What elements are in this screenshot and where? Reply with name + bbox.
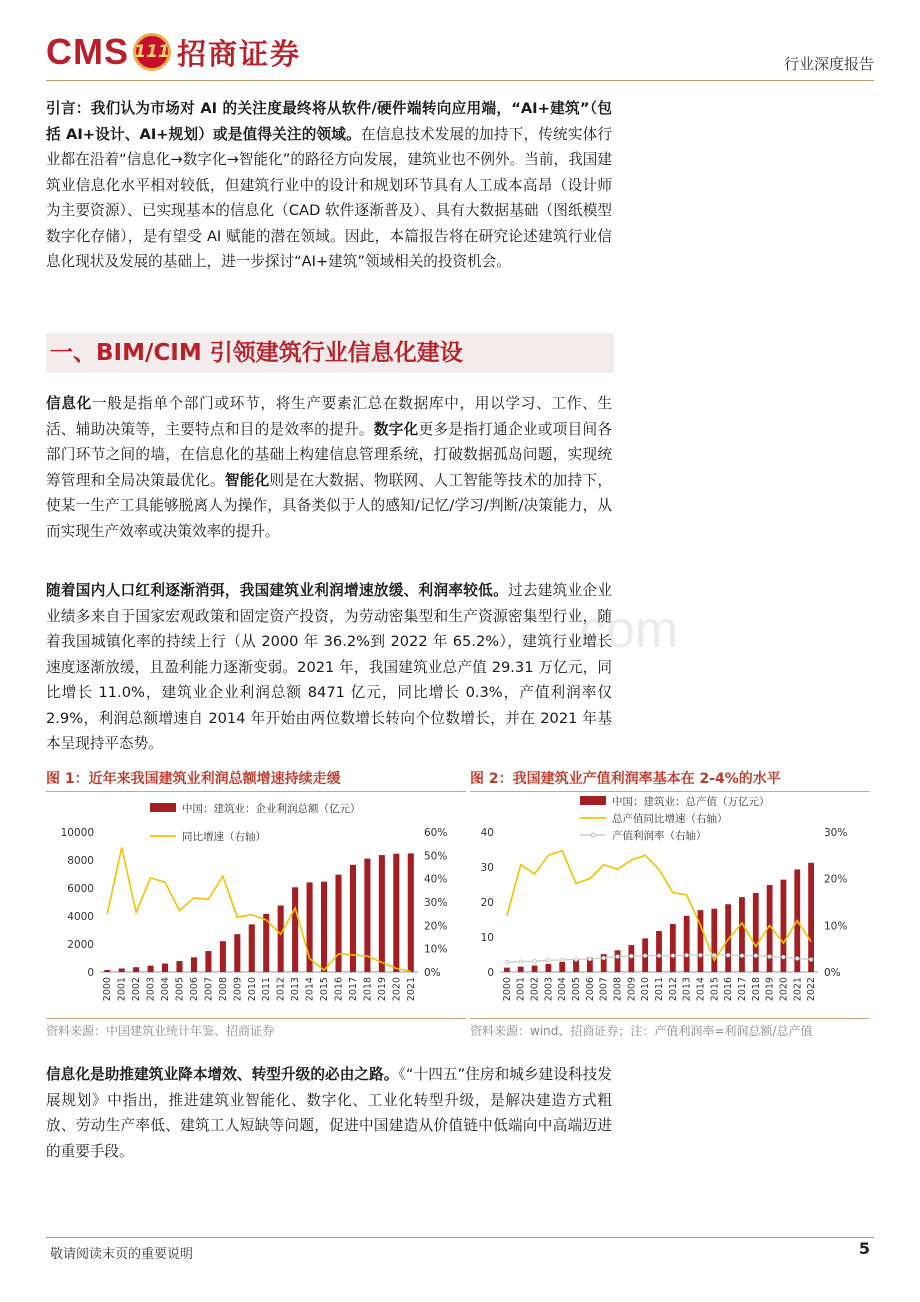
x-tick-label: 2011 [654, 977, 665, 1002]
header-divider [46, 80, 874, 81]
profit-margin-point [602, 956, 606, 960]
bar [321, 882, 327, 972]
figure-1-chart [46, 794, 466, 1016]
profit-margin-point [533, 959, 537, 963]
report-type-label: 行业深度报告 [783, 55, 874, 73]
x-tick-label: 2004 [160, 977, 172, 1002]
y-right-tick-label: 20% [824, 873, 848, 886]
bar [628, 945, 634, 972]
x-tick-label: 2007 [598, 977, 610, 1002]
informatization-necessity-paragraph [46, 1062, 612, 1164]
x-tick-label: 2017 [347, 977, 359, 1002]
y-left-tick-label: 30 [480, 862, 494, 874]
section-title: 一、BIM/CIM 引领建筑行业信息化建设 [50, 340, 463, 366]
x-tick-label: 2012 [667, 977, 679, 1002]
bar [292, 887, 298, 972]
y-left-tick-label: 4000 [67, 911, 94, 923]
x-tick-label: 2005 [571, 977, 583, 1002]
profit-margin-point [795, 957, 799, 961]
x-tick-label: 2022 [806, 977, 818, 1002]
para1-text-2: 更多是指打通企业或项目间各部门环节之间的墙，在信息化的基础上构建信息管理系统，打破数据孤岛问题，实现统筹管理和全局决策最优化。 [46, 420, 612, 489]
x-tick-label: 2017 [736, 977, 748, 1002]
term-digitalization: 数字化 [373, 420, 419, 438]
profit-margin-point [588, 957, 592, 961]
cms-logo [46, 30, 301, 74]
legend-grey-point-swatch [591, 833, 595, 837]
profit-margin-point [657, 954, 661, 958]
bar [739, 897, 745, 972]
x-tick-label: 2015 [709, 977, 721, 1002]
y-right-tick-label: 60% [424, 827, 448, 839]
x-tick-label: 2020 [778, 977, 790, 1002]
x-tick-label: 2019 [376, 977, 388, 1002]
profit-margin-point [713, 953, 717, 957]
para3-text: 《“十四五”住房和城乡建设科技发展规划》中指出，推进建筑业智能化、数字化、工业化转型升级，是解决建造方式粗放、劳动生产率低、建筑工人短缺等问题，促进中国建造从价值链中低端向中高端迈进的重要手段。 [46, 1066, 612, 1160]
profit-growth-paragraph [46, 578, 612, 757]
x-tick-label: 2018 [362, 977, 374, 1002]
figure-1-title: 图 1：近年来我国建筑业利润总额增速持续走缓 [46, 771, 341, 787]
bar [532, 966, 538, 972]
bar [162, 964, 168, 972]
para2-bold: 随着国内人口红利逐渐消弭，我国建筑业利润增速放缓、利润率较低。 [46, 582, 508, 599]
x-tick-label: 2008 [612, 977, 624, 1002]
x-tick-label: 2020 [391, 977, 403, 1002]
intro-text: 在信息技术发展的加持下，传统实体行业都在沿着“信息化→数字化→智能化”的路径方向发展，建筑业也不例外。当前，我国建筑业信息化水平相对较低，但建筑行业中的设计和规划环节具有人工成本高昂（设计师为主要资源）、已实现基本的信息化（CAD 软件逐渐普及）、具有大数据基础（图纸模型数字化存储），是有望受 AI 赋能的潜在领域。因此，本篇报告将在研究论述建筑行业信息化现状及发展的基础上，进一步探讨“AI+建筑”领域相关的投资机会。 [46, 125, 612, 270]
para1-text-3: 则是在大数据、物联网、人工智能等技术的加持下，使某一生产工具能够脱离人为操作，具备类似于人的感知/记忆/学习/判断/决策能力，从而实现生产效率或决策效率的提升。 [46, 471, 612, 540]
y-right-tick-label: 20% [424, 920, 448, 933]
legend-label: 总产值同比增速（右轴） [612, 813, 728, 825]
profit-margin-point [616, 955, 620, 959]
bar [393, 854, 399, 972]
bar [808, 863, 814, 972]
legend-bar-swatch [580, 796, 606, 805]
profit-margin-point [782, 955, 786, 959]
bar [191, 957, 197, 972]
profit-margin-point [768, 955, 772, 959]
profit-margin-point [740, 954, 744, 958]
x-tick-label: 2013 [681, 977, 693, 1002]
x-tick-label: 2021 [405, 977, 417, 1002]
y-left-tick-label: 6000 [67, 883, 94, 895]
para1-text-1: 一般是指单个部门或环节，将生产要素汇总在数据库中，用以学习、工作、生活、辅助决策等，主要特点和目的是效率的提升。 [46, 395, 612, 438]
x-tick-label: 2009 [626, 977, 638, 1002]
logo-text: CMS [46, 31, 129, 72]
legend-label: 中国：建筑业：总产值（万亿元） [612, 796, 770, 808]
x-tick-label: 2015 [319, 977, 331, 1002]
para2-text: 过去建筑业企业业绩多来自于国家宏观政策和固定资产投资，为劳动密集型和生产资源密集型行业，随着我国城镇化率的持续上行（从 2000 年 36.2%到 2022 年 65.2%），建筑行业增长速度逐渐放缓，且盈利能力逐渐变弱。2021 年，我国建筑业总产值 29.31 万亿元，同比增长 11.0%，建筑业企业利润总额 8471 亿元，同比增长 0.3%，产值利润率仅 2.9%，利润总额增速自 2014 年开始由两位数增长转向个位数增长，并在 2021 年基本呈现持平态势。 [46, 582, 612, 752]
x-tick-label: 2014 [304, 977, 316, 1002]
bar [176, 961, 182, 972]
profit-margin-point [643, 954, 647, 958]
y-left-tick-label: 0 [487, 967, 494, 979]
y-left-tick-label: 8000 [67, 855, 94, 867]
logo-chinese-name: 招商证券 [177, 36, 302, 71]
figure-1-top-rule [46, 791, 466, 792]
x-tick-label: 2009 [232, 977, 244, 1002]
bar [249, 924, 255, 972]
x-tick-label: 2016 [333, 977, 345, 1002]
term-intelligentization: 智能化 [224, 471, 270, 489]
profit-margin-point [809, 958, 813, 962]
bar [408, 853, 414, 972]
para3-bold: 信息化是助推建筑业降本增效、转型升级的必由之路。 [46, 1066, 399, 1083]
footer-disclaimer-note: 敬请阅读末页的重要说明 [50, 1247, 194, 1262]
x-tick-label: 2016 [723, 977, 735, 1002]
x-tick-label: 2003 [543, 977, 555, 1002]
x-tick-label: 2008 [217, 977, 229, 1002]
intro-paragraph [46, 96, 612, 275]
term-informatization: 信息化 [46, 395, 92, 412]
figure-2-top-rule [470, 791, 870, 792]
x-tick-label: 2018 [750, 977, 762, 1002]
legend-bar-swatch [150, 803, 176, 812]
watermark: com [580, 601, 679, 659]
figure-2-chart [470, 794, 870, 1016]
bar [545, 964, 551, 972]
profit-margin-point [699, 953, 703, 957]
x-tick-label: 2011 [261, 977, 273, 1002]
logo-badge-icon: 111 [133, 33, 171, 71]
figure-2-source: 资料来源：wind、招商证券；注：产值利润率=利润总额/总产值 [470, 1024, 813, 1038]
y-left-tick-label: 10000 [60, 827, 94, 839]
bar [364, 859, 370, 972]
x-tick-label: 2010 [246, 977, 258, 1002]
profit-margin-point [574, 958, 578, 962]
x-tick-label: 2000 [501, 977, 513, 1002]
bar [133, 967, 139, 972]
bar [711, 909, 717, 972]
y-right-tick-label: 10% [824, 920, 848, 933]
bar [104, 970, 110, 972]
profit-margin-point [685, 953, 689, 957]
bar [656, 931, 662, 972]
bar [205, 951, 211, 972]
figure-1-source: 资料来源：中国建筑业统计年鉴、招商证券 [46, 1024, 275, 1038]
y-left-tick-label: 0 [87, 967, 94, 979]
page-number: 5 [858, 1239, 870, 1258]
footer-divider [46, 1237, 874, 1238]
profit-margin-point [547, 959, 551, 963]
x-tick-label: 2001 [116, 977, 128, 1002]
x-tick-label: 2002 [529, 977, 541, 1002]
x-tick-label: 2021 [792, 977, 804, 1002]
x-tick-label: 2010 [640, 977, 652, 1002]
x-tick-label: 2012 [275, 977, 287, 1002]
y-right-tick-label: 10% [424, 943, 448, 956]
bar [234, 934, 240, 972]
y-right-tick-label: 50% [424, 850, 448, 863]
legend-label: 产值利润率（右轴） [612, 830, 707, 842]
x-tick-label: 2005 [174, 977, 186, 1002]
bar [278, 906, 284, 973]
figure-2-bottom-rule [470, 1018, 870, 1019]
y-right-tick-label: 0% [824, 967, 841, 979]
legend-label: 同比增速（右轴） [182, 831, 266, 843]
legend-label: 中国：建筑业：企业利润总额（亿元） [182, 803, 361, 815]
x-tick-label: 2001 [515, 977, 527, 1002]
bar [573, 960, 579, 972]
bar [148, 966, 154, 972]
x-tick-label: 2000 [102, 977, 114, 1002]
figure-2-title: 图 2：我国建筑业产值利润率基本在 2-4%的水平 [470, 771, 781, 787]
profit-margin-point [726, 953, 730, 957]
bar [559, 962, 565, 972]
bar [379, 855, 385, 972]
y-right-tick-label: 30% [424, 897, 448, 909]
bar [504, 968, 510, 972]
profit-margin-point [754, 954, 758, 958]
x-tick-label: 2004 [557, 977, 569, 1002]
profit-margin-point [519, 960, 523, 964]
y-right-tick-label: 0% [424, 967, 441, 979]
bar [684, 916, 690, 972]
profit-margin-point [505, 960, 509, 964]
x-tick-label: 2019 [764, 977, 776, 1002]
x-tick-label: 2014 [695, 977, 707, 1002]
x-tick-label: 2006 [188, 977, 200, 1002]
x-tick-label: 2002 [131, 977, 143, 1002]
profit-margin-point [671, 954, 675, 958]
y-left-tick-label: 20 [480, 897, 494, 909]
informatization-paragraph [46, 391, 612, 544]
x-tick-label: 2006 [584, 977, 596, 1002]
y-left-tick-label: 10 [480, 932, 494, 944]
y-right-tick-label: 30% [824, 827, 848, 839]
x-tick-label: 2003 [145, 977, 157, 1002]
y-right-tick-label: 40% [424, 873, 448, 886]
x-tick-label: 2013 [290, 977, 302, 1002]
profit-margin-point [630, 954, 634, 958]
profit-margin-point [560, 958, 564, 962]
bar [670, 924, 676, 972]
bar [615, 950, 621, 972]
bar [518, 967, 524, 972]
y-left-tick-label: 40 [480, 827, 494, 839]
y-left-tick-label: 2000 [67, 939, 94, 951]
x-tick-label: 2007 [203, 977, 215, 1002]
bar [119, 969, 125, 973]
bar [220, 941, 226, 972]
bar [753, 893, 759, 972]
figure-1-bottom-rule [46, 1018, 466, 1019]
intro-bold: 引言：我们认为市场对 AI 的关注度最终将从软件/硬件端转向应用端，“AI+建筑”（包括 AI+设计、AI+规划）或是值得关注的领域。 [46, 100, 612, 143]
